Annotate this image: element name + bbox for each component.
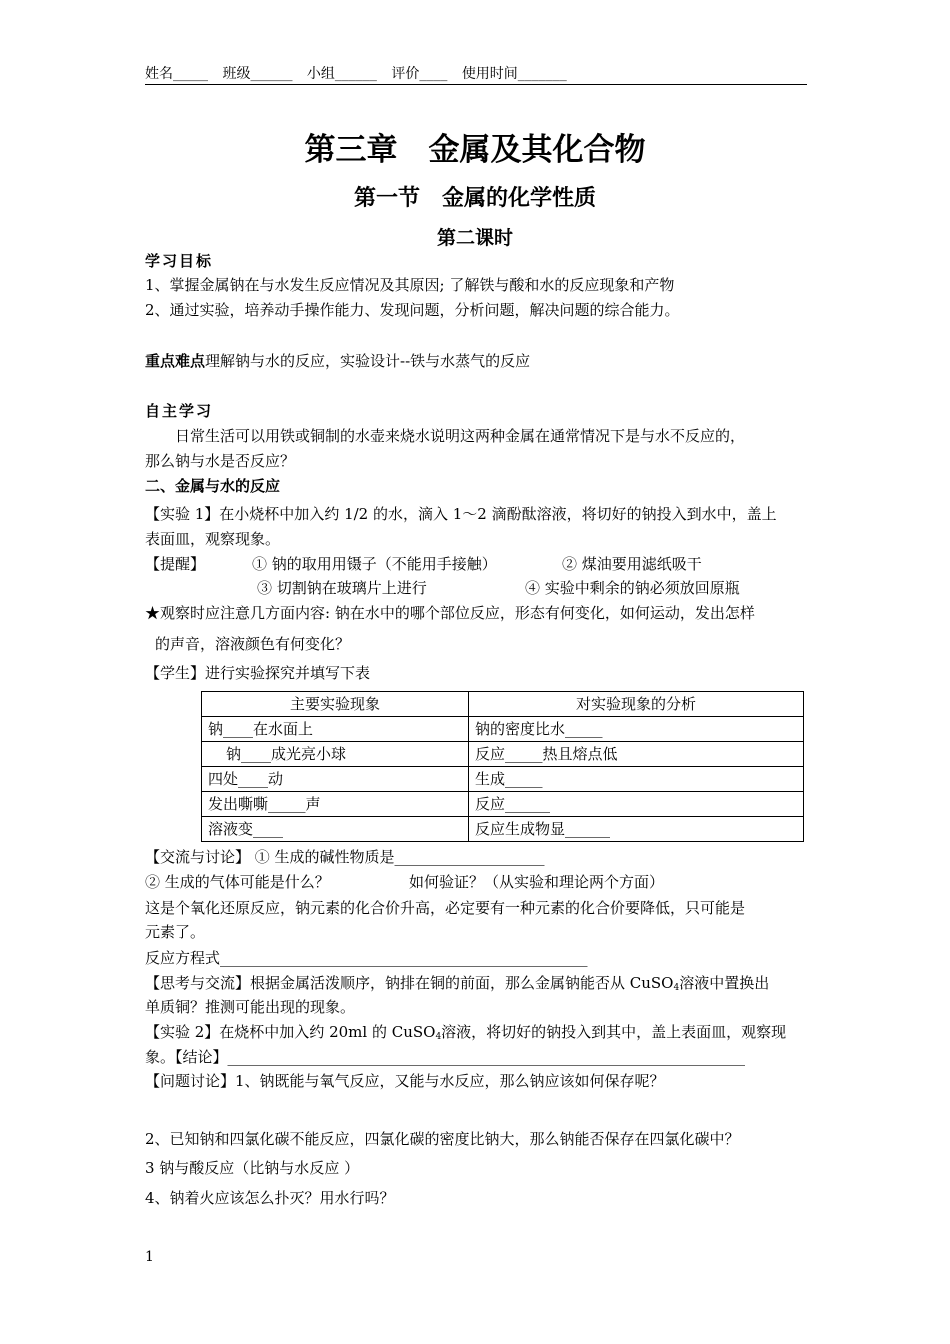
discussion-line-4: 元素了。: [145, 923, 206, 941]
goal-item-1: 1、掌握金属钠在与水发生反应情况及其原因; 了解铁与酸和水的反应现象和产物: [145, 276, 675, 294]
keypoints-heading: 重点难点: [145, 352, 206, 370]
student-instruction: 【学生】进行实验探究并填写下表: [145, 664, 371, 682]
exp2-text: 【实验 2】在烧杯中加入约 20ml 的 CuSO: [145, 1023, 436, 1041]
discussion-line-3: 这是个氧化还原反应，钠元素的化合价升高，必定要有一种元素的化合价要降低，只可能是: [145, 899, 746, 917]
lesson-title: 第二课时: [436, 227, 513, 249]
tip-1: ① 钠的取用用镊子（不能用手接触）: [252, 555, 497, 573]
observe-line-1: ★观察时应注意几方面内容: 钠在水中的哪个部位反应，形态有何变化，如何运动，发出怎样: [145, 604, 755, 622]
exp1-line-2: 表面皿，观察现象。: [145, 530, 281, 548]
table-header-phenomenon: 主要实验现象: [202, 692, 469, 717]
tip-2: ② 煤油要用滤纸吸干: [562, 555, 702, 573]
think-text: 溶液中置换出: [679, 974, 770, 992]
table-cell: 反应生成物显______: [469, 817, 804, 842]
tip-4: ④ 实验中剩余的钠必须放回原瓶: [525, 579, 740, 597]
equation-line: 反应方程式_________________________________________________: [145, 949, 588, 967]
student-info-header: [145, 64, 807, 85]
name-field: 姓名_____: [145, 66, 208, 82]
time-field: 使用时间_______: [461, 66, 567, 82]
table-header-analysis: 对实验现象的分析: [469, 692, 804, 717]
table-row: [202, 767, 804, 792]
self-study-heading: 自主学习: [145, 402, 214, 420]
section2-heading: 二、金属与水的反应: [145, 477, 281, 495]
tips-line-1: [145, 552, 817, 576]
subscript: 4: [673, 983, 680, 993]
think-line-2: 单质铜？推测可能出现的现象。: [145, 998, 356, 1016]
goals-heading: 学习目标: [145, 252, 214, 270]
table-row: [202, 817, 804, 842]
tip-3: ③ 切割钠在玻璃片上进行: [257, 579, 427, 597]
table-cell: 钠____成光亮小球: [202, 742, 469, 767]
page-number: 1: [145, 1249, 154, 1265]
table-cell: 生成_____: [469, 767, 804, 792]
think-text: 【思考与交流】根据金属活泼顺序，钠排在铜的前面，那么金属钠能否从 CuSO: [145, 974, 674, 992]
experiment-table: [201, 691, 804, 842]
exp1-line-1: 【实验 1】在小烧杯中加入约 1/2 的水，滴入 1～2 滴酚酞溶液，将切好的钠投入到水中，盖上: [145, 505, 777, 523]
keypoints-text: 理解钠与水的反应，实验设计--铁与水蒸气的反应: [205, 352, 531, 370]
exp2-text: 溶液，将切好的钠投入到其中，盖上表面皿，观察现: [441, 1023, 787, 1041]
table-header-row: [202, 692, 804, 717]
question-3: 3 钠与酸反应（比钠与水反应 ）: [145, 1159, 360, 1177]
class-field: 班级______: [222, 66, 293, 82]
observe-line-2: 的声音，溶液颜色有何变化？: [155, 635, 351, 653]
question-2: 2、已知钠和四氯化碳不能反应，四氯化碳的密度比钠大，那么钠能否保存在四氯化碳中？: [145, 1130, 740, 1148]
discussion-line-2: [145, 870, 817, 894]
table-cell: 反应______: [469, 792, 804, 817]
table-row: [202, 742, 804, 767]
evaluation-field: 评价____: [391, 66, 448, 82]
table-cell: 发出嘶嘶_____声: [202, 792, 469, 817]
group-field: 小组______: [306, 66, 377, 82]
goal-item-2: 2、通过实验，培养动手操作能力、发现问题，分析问题，解决问题的综合能力。: [145, 301, 680, 319]
table-cell: 反应_____热且熔点低: [469, 742, 804, 767]
exp2-line-2: 象。【结论】_____________________________________________________________________: [145, 1048, 746, 1066]
question-1: 【问题讨论】1、钠既能与氧气反应，又能与水反应，那么钠应该如何保存呢？: [145, 1072, 665, 1090]
table-cell: 四处____动: [202, 767, 469, 792]
table-cell: 钠____在水面上: [202, 717, 469, 742]
keypoints-line: [145, 349, 817, 373]
question-4: 4、钠着火应该怎么扑灭？用水行吗？: [145, 1189, 395, 1207]
discussion-question-gas: ② 生成的气体可能是什么？: [145, 873, 330, 891]
chapter-title: 第三章 金属及其化合物: [304, 132, 646, 168]
table-row: [202, 717, 804, 742]
self-study-line-1: 日常生活可以用铁或铜制的水壶来烧水说明这两种金属在通常情况下是与水不反应的，: [175, 427, 746, 445]
table-row: [202, 792, 804, 817]
self-study-line-2: 那么钠与水是否反应？: [145, 452, 296, 470]
tips-label: 【提醒】: [145, 555, 206, 573]
section-title: 第一节 金属的化学性质: [353, 186, 596, 211]
subscript: 4: [435, 1032, 442, 1042]
discussion-line-1: 【交流与讨论】 ① 生成的碱性物质是____________________: [145, 848, 545, 866]
discussion-question-verify: 如何验证？（从实验和理论两个方面）: [409, 873, 665, 891]
table-cell: 钠的密度比水_____: [469, 717, 804, 742]
table-cell: 溶液变____: [202, 817, 469, 842]
